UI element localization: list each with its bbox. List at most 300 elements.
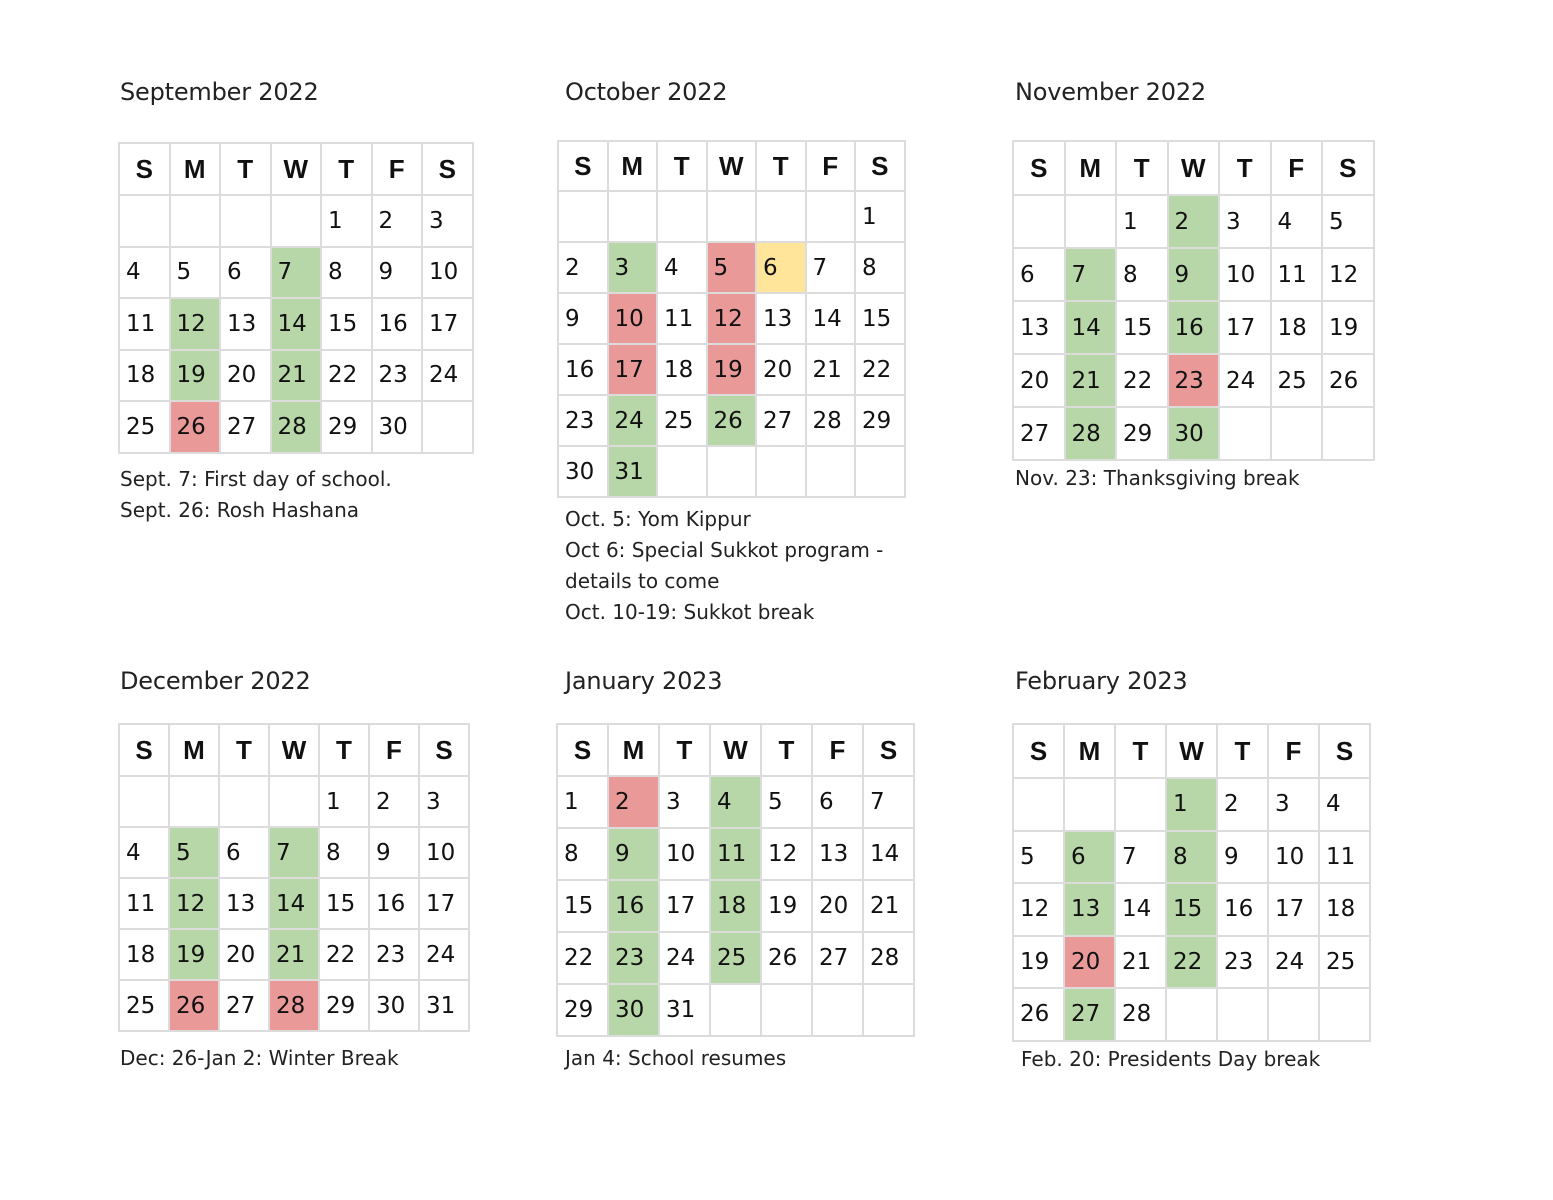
month-title: September 2022	[120, 78, 319, 106]
day-cell: 24	[659, 932, 710, 984]
day-cell: 15	[321, 298, 372, 350]
day-cell: 13	[812, 828, 863, 880]
week-row	[558, 446, 905, 497]
weekday-header: S	[558, 141, 608, 191]
week-row	[558, 395, 905, 446]
empty-cell	[219, 776, 269, 827]
day-cell: 5	[1322, 195, 1374, 248]
day-cell: 14	[1065, 301, 1117, 354]
day-cell: 16	[608, 880, 659, 932]
day-cell: 10	[1268, 831, 1319, 884]
day-cell: 2	[608, 776, 659, 828]
day-cell: 4	[1319, 778, 1370, 831]
weekday-header: T	[659, 724, 710, 776]
day-cell: 3	[659, 776, 710, 828]
day-cell: 8	[855, 242, 905, 293]
empty-cell	[657, 191, 707, 242]
week-row	[557, 880, 914, 932]
day-cell: 24	[419, 929, 469, 980]
week-row	[557, 984, 914, 1036]
day-cell: 30	[372, 401, 423, 453]
week-row	[1013, 301, 1374, 354]
day-cell: 15	[1116, 301, 1168, 354]
day-cell: 24	[608, 395, 658, 446]
day-cell: 22	[855, 344, 905, 395]
weekday-header: T	[319, 724, 369, 776]
day-cell: 20	[756, 344, 806, 395]
day-cell: 22	[1116, 354, 1168, 407]
month-title: February 2023	[1015, 667, 1188, 695]
weekday-header: W	[269, 724, 319, 776]
weekday-header: F	[372, 143, 423, 195]
day-cell: 21	[1115, 936, 1166, 989]
empty-cell	[1065, 195, 1117, 248]
week-row	[557, 828, 914, 880]
day-cell: 6	[220, 247, 271, 299]
day-cell: 27	[220, 401, 271, 453]
day-cell: 20	[220, 350, 271, 402]
week-row	[1013, 988, 1370, 1041]
weekday-header: W	[1166, 724, 1217, 778]
month-title: November 2022	[1015, 78, 1206, 106]
day-cell: 25	[1319, 936, 1370, 989]
week-row	[557, 932, 914, 984]
empty-cell	[806, 191, 856, 242]
month-title: January 2023	[565, 667, 723, 695]
day-cell: 9	[372, 247, 423, 299]
empty-cell	[756, 446, 806, 497]
day-cell: 16	[372, 298, 423, 350]
day-cell: 3	[1268, 778, 1319, 831]
day-cell: 19	[1013, 936, 1064, 989]
day-cell: 9	[1168, 248, 1220, 301]
empty-cell	[271, 195, 322, 247]
empty-cell	[558, 191, 608, 242]
week-row	[558, 191, 905, 242]
note-line: Jan 4: School resumes	[565, 1046, 787, 1070]
day-cell: 15	[855, 293, 905, 344]
weekday-header: F	[369, 724, 419, 776]
day-cell: 21	[269, 929, 319, 980]
day-cell: 2	[369, 776, 419, 827]
day-cell: 11	[1319, 831, 1370, 884]
weekday-header: T	[219, 724, 269, 776]
day-cell: 31	[659, 984, 710, 1036]
day-cell: 27	[756, 395, 806, 446]
weekday-header: W	[1168, 141, 1220, 195]
day-cell: 8	[1166, 831, 1217, 884]
weekday-header: S	[422, 143, 473, 195]
day-cell: 10	[659, 828, 710, 880]
day-cell: 19	[1322, 301, 1374, 354]
day-cell: 17	[608, 344, 658, 395]
weekday-header: W	[710, 724, 761, 776]
day-cell: 14	[1115, 883, 1166, 936]
day-cell: 16	[369, 878, 419, 929]
day-cell: 1	[319, 776, 369, 827]
day-cell: 26	[1322, 354, 1374, 407]
day-cell: 30	[1168, 407, 1220, 460]
day-cell: 17	[422, 298, 473, 350]
day-cell: 25	[657, 395, 707, 446]
week-row	[119, 776, 469, 827]
weekday-header: W	[271, 143, 322, 195]
day-cell: 9	[1217, 831, 1268, 884]
day-cell: 3	[608, 242, 658, 293]
week-row	[1013, 778, 1370, 831]
weekday-header: F	[806, 141, 856, 191]
empty-cell	[756, 191, 806, 242]
weekday-header: S	[419, 724, 469, 776]
day-cell: 25	[119, 401, 170, 453]
weekday-header-row	[558, 141, 905, 191]
empty-cell	[169, 776, 219, 827]
day-cell: 23	[1168, 354, 1220, 407]
empty-cell	[170, 195, 221, 247]
empty-cell	[761, 984, 812, 1036]
day-cell: 23	[369, 929, 419, 980]
weekday-header: M	[170, 143, 221, 195]
day-cell: 28	[863, 932, 914, 984]
day-cell: 3	[422, 195, 473, 247]
month-notes	[1021, 1044, 1320, 1075]
empty-cell	[422, 401, 473, 453]
week-row	[1013, 936, 1370, 989]
weekday-header: M	[1064, 724, 1115, 778]
week-row	[119, 980, 469, 1031]
day-cell: 6	[219, 827, 269, 878]
day-cell: 2	[1217, 778, 1268, 831]
day-cell: 17	[419, 878, 469, 929]
day-cell: 6	[812, 776, 863, 828]
empty-cell	[812, 984, 863, 1036]
week-row	[119, 350, 473, 402]
week-row	[558, 242, 905, 293]
day-cell: 1	[1116, 195, 1168, 248]
day-cell: 11	[119, 298, 170, 350]
empty-cell	[1319, 988, 1370, 1041]
day-cell: 9	[558, 293, 608, 344]
calendar-grid	[118, 723, 470, 1032]
day-cell: 6	[1064, 831, 1115, 884]
calendar-grid	[556, 723, 915, 1037]
day-cell: 20	[812, 880, 863, 932]
day-cell: 20	[1013, 354, 1065, 407]
empty-cell	[806, 446, 856, 497]
month-notes	[565, 504, 883, 628]
day-cell: 17	[659, 880, 710, 932]
day-cell: 20	[219, 929, 269, 980]
month-notes	[120, 464, 392, 526]
day-cell: 26	[707, 395, 757, 446]
weekday-header-row	[1013, 724, 1370, 778]
day-cell: 14	[806, 293, 856, 344]
day-cell: 14	[269, 878, 319, 929]
note-line: Sept. 26: Rosh Hashana	[120, 498, 360, 522]
day-cell: 12	[170, 298, 221, 350]
week-row	[1013, 831, 1370, 884]
day-cell: 1	[855, 191, 905, 242]
day-cell: 7	[863, 776, 914, 828]
day-cell: 30	[608, 984, 659, 1036]
day-cell: 19	[707, 344, 757, 395]
day-cell: 14	[271, 298, 322, 350]
day-cell: 1	[1166, 778, 1217, 831]
day-cell: 1	[557, 776, 608, 828]
note-line: Feb. 20: Presidents Day break	[1021, 1047, 1321, 1071]
note-line: details to come	[565, 569, 720, 593]
day-cell: 27	[219, 980, 269, 1031]
day-cell: 15	[319, 878, 369, 929]
day-cell: 29	[1116, 407, 1168, 460]
day-cell: 28	[1065, 407, 1117, 460]
day-cell: 22	[557, 932, 608, 984]
week-row	[119, 298, 473, 350]
empty-cell	[1268, 988, 1319, 1041]
week-row	[119, 195, 473, 247]
day-cell: 13	[756, 293, 806, 344]
day-cell: 30	[369, 980, 419, 1031]
week-row	[1013, 248, 1374, 301]
day-cell: 29	[855, 395, 905, 446]
day-cell: 7	[1065, 248, 1117, 301]
empty-cell	[1219, 407, 1271, 460]
day-cell: 3	[419, 776, 469, 827]
day-cell: 17	[1219, 301, 1271, 354]
calendar-grid	[557, 140, 906, 498]
month-notes	[1015, 463, 1300, 494]
day-cell: 25	[710, 932, 761, 984]
day-cell: 18	[710, 880, 761, 932]
weekday-header: W	[707, 141, 757, 191]
day-cell: 8	[321, 247, 372, 299]
empty-cell	[863, 984, 914, 1036]
day-cell: 5	[1013, 831, 1064, 884]
empty-cell	[855, 446, 905, 497]
empty-cell	[1217, 988, 1268, 1041]
day-cell: 7	[1115, 831, 1166, 884]
week-row	[1013, 195, 1374, 248]
day-cell: 15	[557, 880, 608, 932]
weekday-header: M	[608, 724, 659, 776]
calendar-grid	[118, 142, 474, 454]
day-cell: 25	[119, 980, 169, 1031]
note-line: Nov. 23: Thanksgiving break	[1015, 466, 1300, 490]
day-cell: 12	[761, 828, 812, 880]
day-cell: 5	[170, 247, 221, 299]
day-cell: 26	[761, 932, 812, 984]
week-row	[1013, 407, 1374, 460]
weekday-header: S	[1319, 724, 1370, 778]
day-cell: 12	[1013, 883, 1064, 936]
weekday-header: S	[119, 143, 170, 195]
day-cell: 28	[806, 395, 856, 446]
empty-cell	[1271, 407, 1323, 460]
day-cell: 12	[169, 878, 219, 929]
day-cell: 2	[1168, 195, 1220, 248]
day-cell: 27	[812, 932, 863, 984]
note-line: Sept. 7: First day of school.	[120, 467, 392, 491]
weekday-header: S	[855, 141, 905, 191]
day-cell: 8	[557, 828, 608, 880]
day-cell: 27	[1064, 988, 1115, 1041]
empty-cell	[710, 984, 761, 1036]
day-cell: 2	[372, 195, 423, 247]
weekday-header: M	[1065, 141, 1117, 195]
note-line: Oct 6: Special Sukkot program -	[565, 538, 884, 562]
day-cell: 9	[369, 827, 419, 878]
month-notes	[120, 1043, 399, 1074]
note-line: Oct. 5: Yom Kippur	[565, 507, 751, 531]
day-cell: 18	[1319, 883, 1370, 936]
day-cell: 8	[1116, 248, 1168, 301]
day-cell: 26	[1013, 988, 1064, 1041]
day-cell: 13	[1013, 301, 1065, 354]
weekday-header: T	[220, 143, 271, 195]
empty-cell	[119, 195, 170, 247]
day-cell: 11	[657, 293, 707, 344]
weekday-header-row	[119, 143, 473, 195]
empty-cell	[1013, 195, 1065, 248]
empty-cell	[707, 191, 757, 242]
week-row	[119, 247, 473, 299]
day-cell: 7	[806, 242, 856, 293]
day-cell: 18	[1271, 301, 1323, 354]
note-line: Dec: 26-Jan 2: Winter Break	[120, 1046, 399, 1070]
weekday-header: S	[119, 724, 169, 776]
empty-cell	[1322, 407, 1374, 460]
empty-cell	[220, 195, 271, 247]
empty-cell	[1013, 778, 1064, 831]
day-cell: 5	[761, 776, 812, 828]
day-cell: 21	[1065, 354, 1117, 407]
day-cell: 2	[558, 242, 608, 293]
day-cell: 18	[119, 929, 169, 980]
calendar-grid	[1012, 140, 1375, 461]
week-row	[557, 776, 914, 828]
day-cell: 6	[1013, 248, 1065, 301]
day-cell: 19	[761, 880, 812, 932]
day-cell: 21	[806, 344, 856, 395]
day-cell: 13	[220, 298, 271, 350]
weekday-header: F	[812, 724, 863, 776]
day-cell: 10	[608, 293, 658, 344]
weekday-header: T	[1115, 724, 1166, 778]
empty-cell	[707, 446, 757, 497]
weekday-header: S	[557, 724, 608, 776]
day-cell: 31	[419, 980, 469, 1031]
day-cell: 19	[169, 929, 219, 980]
weekday-header: F	[1271, 141, 1323, 195]
empty-cell	[119, 776, 169, 827]
month-title: December 2022	[120, 667, 311, 695]
day-cell: 11	[1271, 248, 1323, 301]
weekday-header: T	[1217, 724, 1268, 778]
day-cell: 5	[707, 242, 757, 293]
week-row	[1013, 354, 1374, 407]
day-cell: 14	[863, 828, 914, 880]
day-cell: 21	[863, 880, 914, 932]
weekday-header: T	[321, 143, 372, 195]
day-cell: 18	[657, 344, 707, 395]
empty-cell	[1064, 778, 1115, 831]
week-row	[1013, 883, 1370, 936]
weekday-header: S	[863, 724, 914, 776]
day-cell: 16	[558, 344, 608, 395]
empty-cell	[657, 446, 707, 497]
day-cell: 22	[1166, 936, 1217, 989]
month-notes	[565, 1043, 786, 1074]
day-cell: 7	[271, 247, 322, 299]
week-row	[558, 344, 905, 395]
day-cell: 17	[1268, 883, 1319, 936]
day-cell: 28	[269, 980, 319, 1031]
day-cell: 15	[1166, 883, 1217, 936]
day-cell: 4	[119, 247, 170, 299]
day-cell: 26	[170, 401, 221, 453]
week-row	[119, 929, 469, 980]
weekday-header: M	[608, 141, 658, 191]
week-row	[119, 878, 469, 929]
day-cell: 4	[657, 242, 707, 293]
week-row	[558, 293, 905, 344]
empty-cell	[1166, 988, 1217, 1041]
day-cell: 24	[422, 350, 473, 402]
weekday-header: T	[1116, 141, 1168, 195]
day-cell: 3	[1219, 195, 1271, 248]
day-cell: 16	[1217, 883, 1268, 936]
weekday-header: M	[169, 724, 219, 776]
empty-cell	[269, 776, 319, 827]
day-cell: 4	[710, 776, 761, 828]
day-cell: 4	[1271, 195, 1323, 248]
weekday-header-row	[1013, 141, 1374, 195]
calendar-grid	[1012, 723, 1371, 1042]
day-cell: 25	[1271, 354, 1323, 407]
weekday-header: T	[1219, 141, 1271, 195]
weekday-header-row	[119, 724, 469, 776]
day-cell: 6	[756, 242, 806, 293]
day-cell: 20	[1064, 936, 1115, 989]
day-cell: 12	[707, 293, 757, 344]
empty-cell	[608, 191, 658, 242]
weekday-header: T	[761, 724, 812, 776]
day-cell: 29	[321, 401, 372, 453]
weekday-header: S	[1322, 141, 1374, 195]
day-cell: 5	[169, 827, 219, 878]
day-cell: 31	[608, 446, 658, 497]
day-cell: 16	[1168, 301, 1220, 354]
weekday-header: S	[1013, 141, 1065, 195]
day-cell: 28	[1115, 988, 1166, 1041]
day-cell: 22	[319, 929, 369, 980]
weekday-header: T	[756, 141, 806, 191]
day-cell: 24	[1268, 936, 1319, 989]
day-cell: 11	[119, 878, 169, 929]
day-cell: 30	[558, 446, 608, 497]
day-cell: 29	[557, 984, 608, 1036]
day-cell: 12	[1322, 248, 1374, 301]
day-cell: 26	[169, 980, 219, 1031]
day-cell: 27	[1013, 407, 1065, 460]
empty-cell	[1115, 778, 1166, 831]
week-row	[119, 827, 469, 878]
day-cell: 28	[271, 401, 322, 453]
day-cell: 9	[608, 828, 659, 880]
day-cell: 10	[419, 827, 469, 878]
day-cell: 23	[558, 395, 608, 446]
day-cell: 29	[319, 980, 369, 1031]
